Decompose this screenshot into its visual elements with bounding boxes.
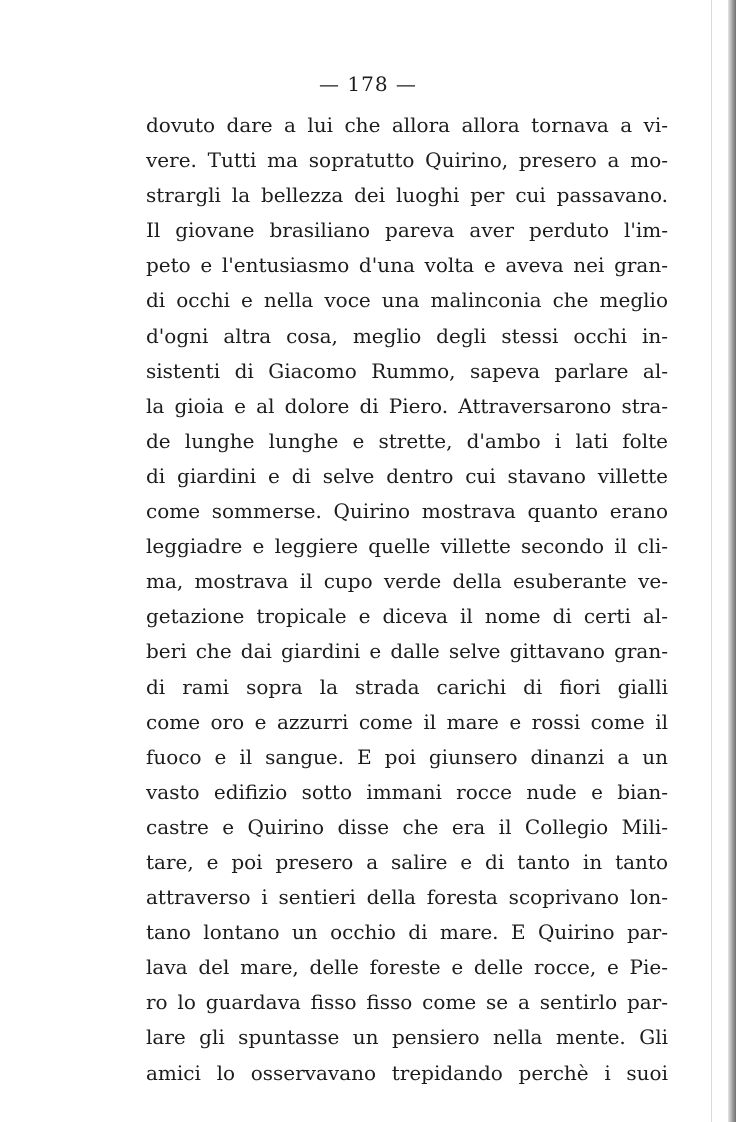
text-line: tano lontano un occhio di mare. E Quirino par- bbox=[146, 920, 668, 945]
body-text bbox=[146, 108, 668, 1091]
text-line: amici lo osservavano trepidando perchè i suoi bbox=[146, 1060, 668, 1085]
text-line: di occhi e nella voce una malinconia che meglio bbox=[146, 288, 668, 313]
text-line: dovuto dare a lui che allora allora tornava a vi- bbox=[146, 113, 668, 137]
text-line: di rami sopra la strada carichi di fiori gialli bbox=[146, 674, 668, 699]
page-edge-shadow bbox=[711, 0, 712, 1122]
page-number: — 178 — bbox=[319, 72, 417, 96]
text-line: getazione tropicale e diceva il nome di certi al- bbox=[146, 604, 668, 629]
text-line: attraverso i sentieri della foresta scoprivano lon- bbox=[146, 885, 668, 910]
text-line: sistenti di Giacomo Rummo, sapeva parlare al- bbox=[146, 358, 668, 383]
text-line: tare, e poi presero a salire e di tanto in tanto bbox=[146, 849, 668, 874]
text-line: castre e Quirino disse che era il Collegio Mili- bbox=[146, 814, 668, 839]
text-line: lava del mare, delle foreste e delle rocce, e Pie- bbox=[146, 955, 668, 980]
text-line: leggiadre e leggiere quelle villette secondo il cli- bbox=[146, 534, 668, 559]
text-line: vasto edifizio sotto immani rocce nude e bian- bbox=[146, 779, 668, 804]
text-line: d'ogni altra cosa, meglio degli stessi occhi in- bbox=[146, 323, 668, 348]
book-spine-edge bbox=[728, 0, 736, 1122]
text-line: ro lo guardava fisso fisso come se a sentirlo par- bbox=[146, 990, 668, 1015]
text-line: beri che dai giardini e dalle selve gittavano gran- bbox=[146, 639, 668, 664]
text-line: strargli la bellezza dei luoghi per cui passavano. bbox=[146, 183, 668, 208]
text-line: peto e l'entusiasmo d'una volta e aveva nei gran- bbox=[146, 253, 668, 278]
text-line: fuoco e il sangue. E poi giunsero dinanzi a un bbox=[146, 744, 668, 769]
text-line: ma, mostrava il cupo verde della esuberante ve- bbox=[146, 569, 668, 594]
text-line: di giardini e di selve dentro cui stavano villette bbox=[146, 463, 668, 488]
text-line: la gioia e al dolore di Piero. Attraversarono stra- bbox=[146, 393, 668, 418]
text-line: come oro e azzurri come il mare e rossi come il bbox=[146, 709, 668, 734]
text-line: come sommerse. Quirino mostrava quanto erano bbox=[146, 499, 668, 524]
text-line: lare gli spuntasse un pensiero nella mente. Gli bbox=[146, 1025, 668, 1050]
text-line: vere. Tutti ma sopratutto Quirino, presero a mo- bbox=[146, 148, 668, 173]
text-line: Il giovane brasiliano pareva aver perduto l'im- bbox=[146, 218, 668, 243]
text-line: de lunghe lunghe e strette, d'ambo i lati folte bbox=[146, 428, 668, 453]
